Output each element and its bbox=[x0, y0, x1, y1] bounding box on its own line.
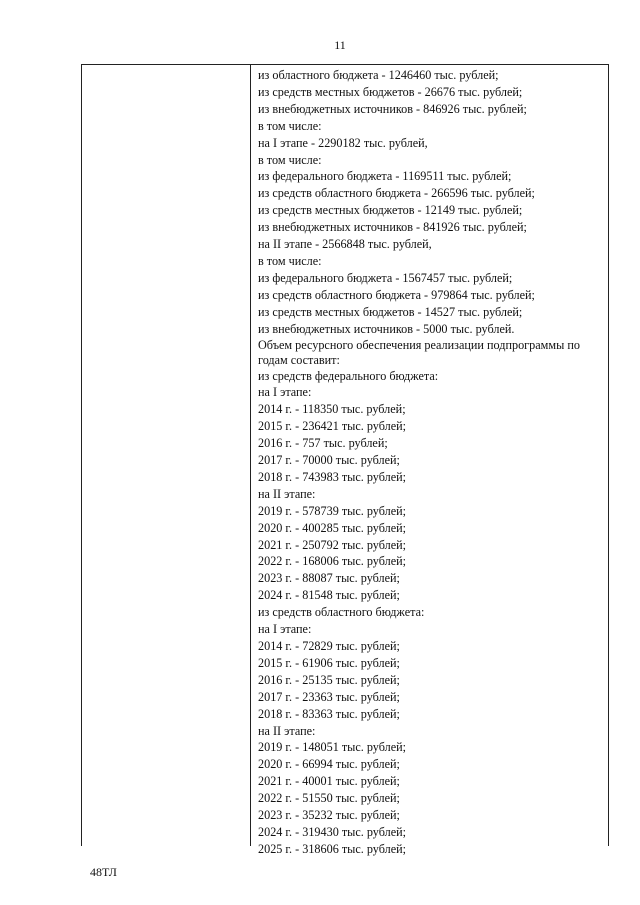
text-line: из средств местных бюджетов - 12149 тыс. рублей; bbox=[258, 203, 523, 218]
text-line: Объем ресурсного обеспечения реализации подпрограммы по годам составит: bbox=[258, 337, 580, 367]
text-line: 2025 г. - 318606 тыс. рублей; bbox=[258, 841, 407, 856]
text-line: 2016 г. - 25135 тыс. рублей; bbox=[258, 672, 400, 687]
text-line: из внебюджетных источников - 5000 тыс. рублей. bbox=[258, 321, 515, 336]
text-line: на I этапе: bbox=[258, 385, 312, 400]
text-line: на I этапе - 2290182 тыс. рублей, bbox=[258, 135, 428, 150]
text-line: из средств областного бюджета - 979864 тыс. рублей; bbox=[258, 287, 535, 302]
column-divider bbox=[250, 65, 251, 846]
text-line: из средств федерального бюджета: bbox=[258, 368, 439, 383]
text-line: из средств местных бюджетов - 14527 тыс. рублей; bbox=[258, 304, 523, 319]
text-line: 2020 г. - 400285 тыс. рублей; bbox=[258, 520, 407, 535]
page-number: 11 bbox=[334, 38, 346, 52]
text-line: из федерального бюджета - 1567457 тыс. рублей; bbox=[258, 270, 513, 285]
text-line: 2021 г. - 40001 тыс. рублей; bbox=[258, 774, 400, 789]
table-text-cell bbox=[258, 67, 604, 858]
text-line: из областного бюджета - 1246460 тыс. рублей; bbox=[258, 68, 499, 82]
text-line: из средств областного бюджета: bbox=[258, 605, 425, 620]
document-table bbox=[81, 64, 609, 856]
text-line: в том числе: bbox=[258, 118, 322, 133]
text-line: 2016 г. - 757 тыс. рублей; bbox=[258, 436, 388, 451]
text-line: 2019 г. - 578739 тыс. рублей; bbox=[258, 503, 407, 518]
text-line: 2024 г. - 319430 тыс. рублей; bbox=[258, 824, 407, 839]
text-line: 2023 г. - 35232 тыс. рублей; bbox=[258, 808, 400, 823]
text-line: 2017 г. - 23363 тыс. рублей; bbox=[258, 689, 400, 704]
text-line: 2021 г. - 250792 тыс. рублей; bbox=[258, 537, 407, 552]
text-line: на II этапе - 2566848 тыс. рублей, bbox=[258, 237, 432, 252]
text-line: из федерального бюджета - 1169511 тыс. рублей; bbox=[258, 169, 512, 184]
text-line: 2022 г. - 168006 тыс. рублей; bbox=[258, 554, 407, 569]
text-line: 2024 г. - 81548 тыс. рублей; bbox=[258, 588, 400, 603]
text-line: 2022 г. - 51550 тыс. рублей; bbox=[258, 791, 400, 806]
text-line: 2018 г. - 743983 тыс. рублей; bbox=[258, 469, 407, 484]
text-line: 2014 г. - 72829 тыс. рублей; bbox=[258, 639, 400, 653]
text-line: на I этапе: bbox=[258, 622, 312, 637]
text-line: 2019 г. - 148051 тыс. рублей; bbox=[258, 740, 407, 755]
text-line: 2014 г. - 118350 тыс. рублей; bbox=[258, 402, 406, 417]
text-line: 2023 г. - 88087 тыс. рублей; bbox=[258, 571, 400, 586]
text-line: 2015 г. - 61906 тыс. рублей; bbox=[258, 655, 400, 670]
document-code: 48ТЛ bbox=[90, 865, 117, 879]
text-line: 2017 г. - 70000 тыс. рублей; bbox=[258, 453, 400, 468]
text-line: из внебюджетных источников - 841926 тыс. рублей; bbox=[258, 220, 527, 235]
text-line: из средств местных бюджетов - 26676 тыс. рублей; bbox=[258, 84, 523, 99]
text-line: 2018 г. - 83363 тыс. рублей; bbox=[258, 706, 400, 721]
text-line: в том числе: bbox=[258, 253, 322, 268]
text-line: на II этапе: bbox=[258, 723, 316, 738]
text-line: на II этапе: bbox=[258, 486, 316, 501]
text-line: 2020 г. - 66994 тыс. рублей; bbox=[258, 757, 400, 772]
text-line: из внебюджетных источников - 846926 тыс. рублей; bbox=[258, 101, 527, 116]
text-line: в том числе: bbox=[258, 152, 322, 167]
text-line: 2015 г. - 236421 тыс. рублей; bbox=[258, 419, 407, 434]
text-line: из средств областного бюджета - 266596 тыс. рублей; bbox=[258, 186, 535, 201]
